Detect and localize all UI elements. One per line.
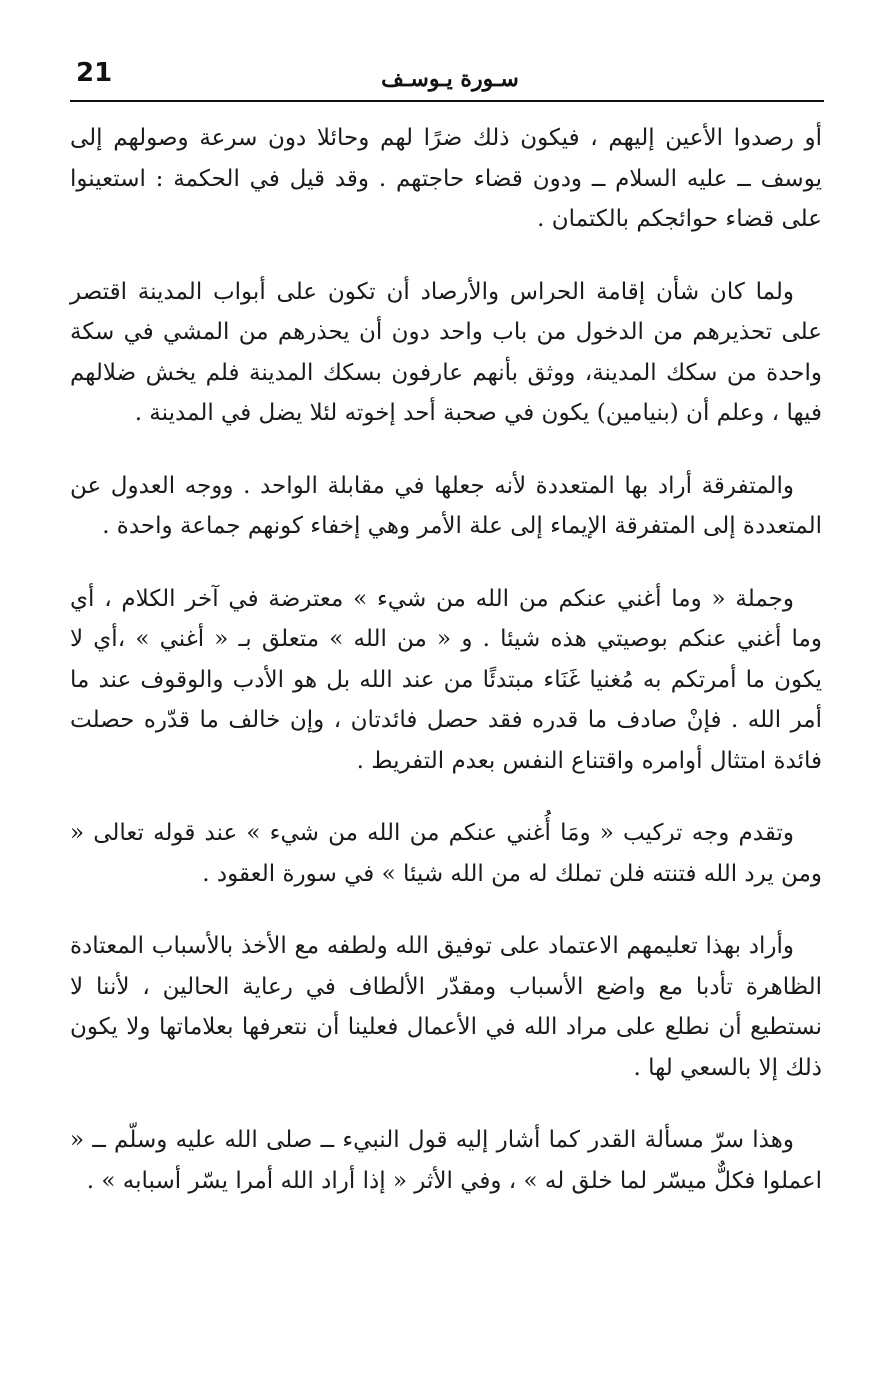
page-header (76, 56, 824, 100)
paragraph: وتقدم وجه تركيب « ومَا أُغني عنكم من الله من شيء » عند قوله تعالى « ومن يرد الله فتنته فلن تملك له من الله شيئا » في سورة العقود . (70, 820, 822, 887)
running-title: سـورة يـوسـف (381, 66, 519, 92)
paragraph: والمتفرقة أراد بها المتعددة لأنه جعلها في مقابلة الواحد . ووجه العدول عن المتعددة إلى المتفرقة الإيماء إلى علة الأمر وهي إخفاء كونهم جماعة واحدة . (70, 472, 822, 539)
body-text (70, 118, 822, 1233)
paragraph: وأراد بهذا تعليمهم الاعتماد على توفيق الله ولطفه مع الأخذ بالأسباب المعتادة الظاهرة تأدبا مع واضع الأسباب ومقدّر الألطاف في رعاية الحالين ، لأننا لا نستطيع أن نطلع على مراد الله في الأعمال فعلينا أن نتعرفها بعلاماتها ولا يكون ذلك إلا بالسعي لها . (70, 933, 822, 1081)
page-number: 21 (76, 58, 113, 88)
paragraph: وهذا سرّ مسألة القدر كما أشار إليه قول النبيء ــ صلى الله عليه وسلّم ــ « اعملوا فكلٌّ ميسّر لما خلق له » ، وفي الأثر « إذا أراد الله أمرا يسّر أسبابه » . (70, 1127, 822, 1194)
paragraph: وجملة « وما أغني عنكم من الله من شيء » معترضة في آخر الكلام ، أي وما أغني عنكم بوصيتي هذه شيئا . و « من الله » متعلق بـ « أغني » ،أي لا يكون ما أمرتكم به مُغنيا غَنَاء مبتدئًا من عند الله بل هو الأدب والوقوف عند ما أمر الله . فإنْ صادف ما قدره فقد حصل فائدتان ، وإن خالف ما قدّره حصلت فائدة امتثال أوامره واقتناع النفس بعدم التفريط . (70, 585, 822, 774)
paragraph: ولما كان شأن إقامة الحراس والأرصاد أن تكون على أبواب المدينة اقتصر على تحذيرهم من الدخول من باب واحد دون أن يحذرهم من المشي في سكة واحدة من سكك المدينة، ووثق بأنهم عارفون بسكك المدينة فلم يخش ضلالهم فيها ، وعلم أن (بنيامين) يكون في صحبة أحد إخوته لئلا يضل في المدينة . (70, 278, 822, 426)
header-rule (70, 100, 824, 102)
paragraph: أو رصدوا الأعين إليهم ، فيكون ذلك ضرًا لهم وحائلا دون سرعة وصولهم إلى يوسف ــ عليه السلام ــ ودون قضاء حاجتهم . وقد قيل في الحكمة : استعينوا على قضاء حوائجكم بالكتمان . (70, 125, 822, 232)
